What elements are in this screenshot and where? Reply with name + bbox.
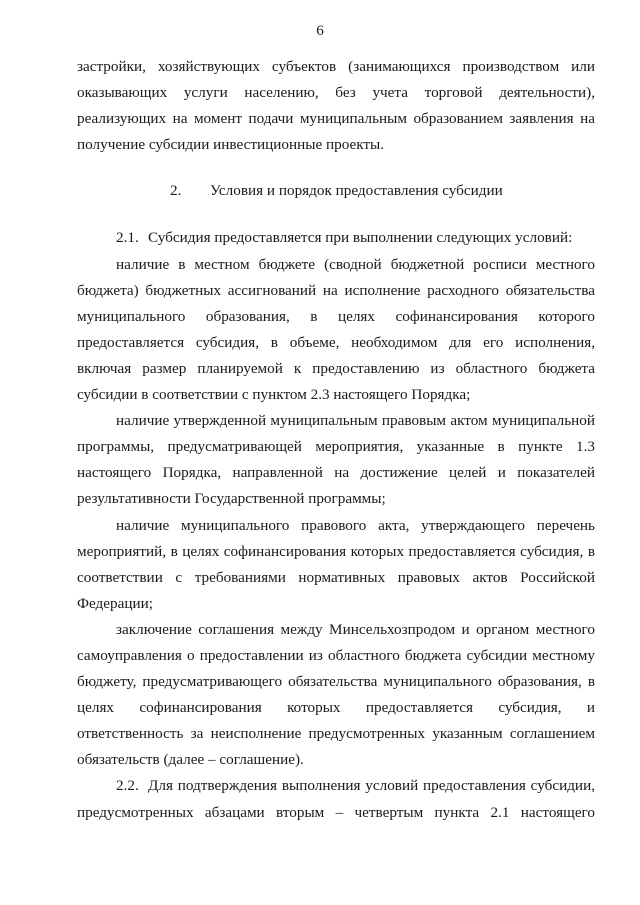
- paragraph-continuation: застройки, хозяйствующих субъектов (занимающихся производством или оказывающих услуги населению, без учета торговой деятельности), реализующих на момент подачи муниципальным образованием заявления на получение субсидии инвестиционные проекты.: [77, 58, 595, 154]
- page-number: 6: [316, 22, 324, 39]
- section-number: 2.: [170, 182, 182, 200]
- clause-2-1-text: Субсидия предоставляется при выполнении следующих условий:: [148, 229, 573, 247]
- clause-2-2: [77, 773, 595, 825]
- condition-budget: наличие в местном бюджете (сводной бюджетной росписи местного бюджета) бюджетных ассигнований на исполнение расходного обязательства муниципального образования, в целях софинансирования которого предоставляется субсидия, в объеме, необходимом для его исполнения, включая размер планируемой к предоставлению из областного бюджета субсидии в соответствии с пунктом 2.3 настоящего Порядка;: [77, 255, 595, 404]
- condition-legal-act: наличие муниципального правового акта, утверждающего перечень мероприятий, в целях софинансирования которых предоставляется субсидия, в соответствии с требованиями нормативных правовых актов Российской Федерации;: [77, 516, 595, 612]
- clause-2-1: [77, 225, 595, 251]
- clause-2-2-text: Для подтверждения выполнения условий предоставления субсидии, предусмотренных абзацами вторым – четвертым пункта 2.1 настоящего: [77, 777, 595, 821]
- condition-agreement: заключение соглашения между Минсельхозпродом и органом местного самоуправления о предоставлении из областного бюджета субсидии местному бюджету, предусматривающего обязательства муниципального образования, в целях софинансирования которых предоставляется субсидия, и ответственность за неисполнение предусмотренных указанным соглашением обязательств (далее – соглашение).: [77, 620, 595, 769]
- clause-2-2-number: 2.2.: [116, 777, 139, 795]
- section-title: Условия и порядок предоставления субсидии: [210, 182, 503, 200]
- document-body: [77, 54, 595, 826]
- clause-2-1-number: 2.1.: [116, 229, 139, 247]
- condition-program: наличие утвержденной муниципальным правовым актом муниципальной программы, предусматривающей мероприятия, указанные в пункте 1.3 настоящего Порядка, направленной на достижение целей и показателей результативности Государственной программы;: [77, 412, 595, 508]
- section-heading: [77, 178, 595, 204]
